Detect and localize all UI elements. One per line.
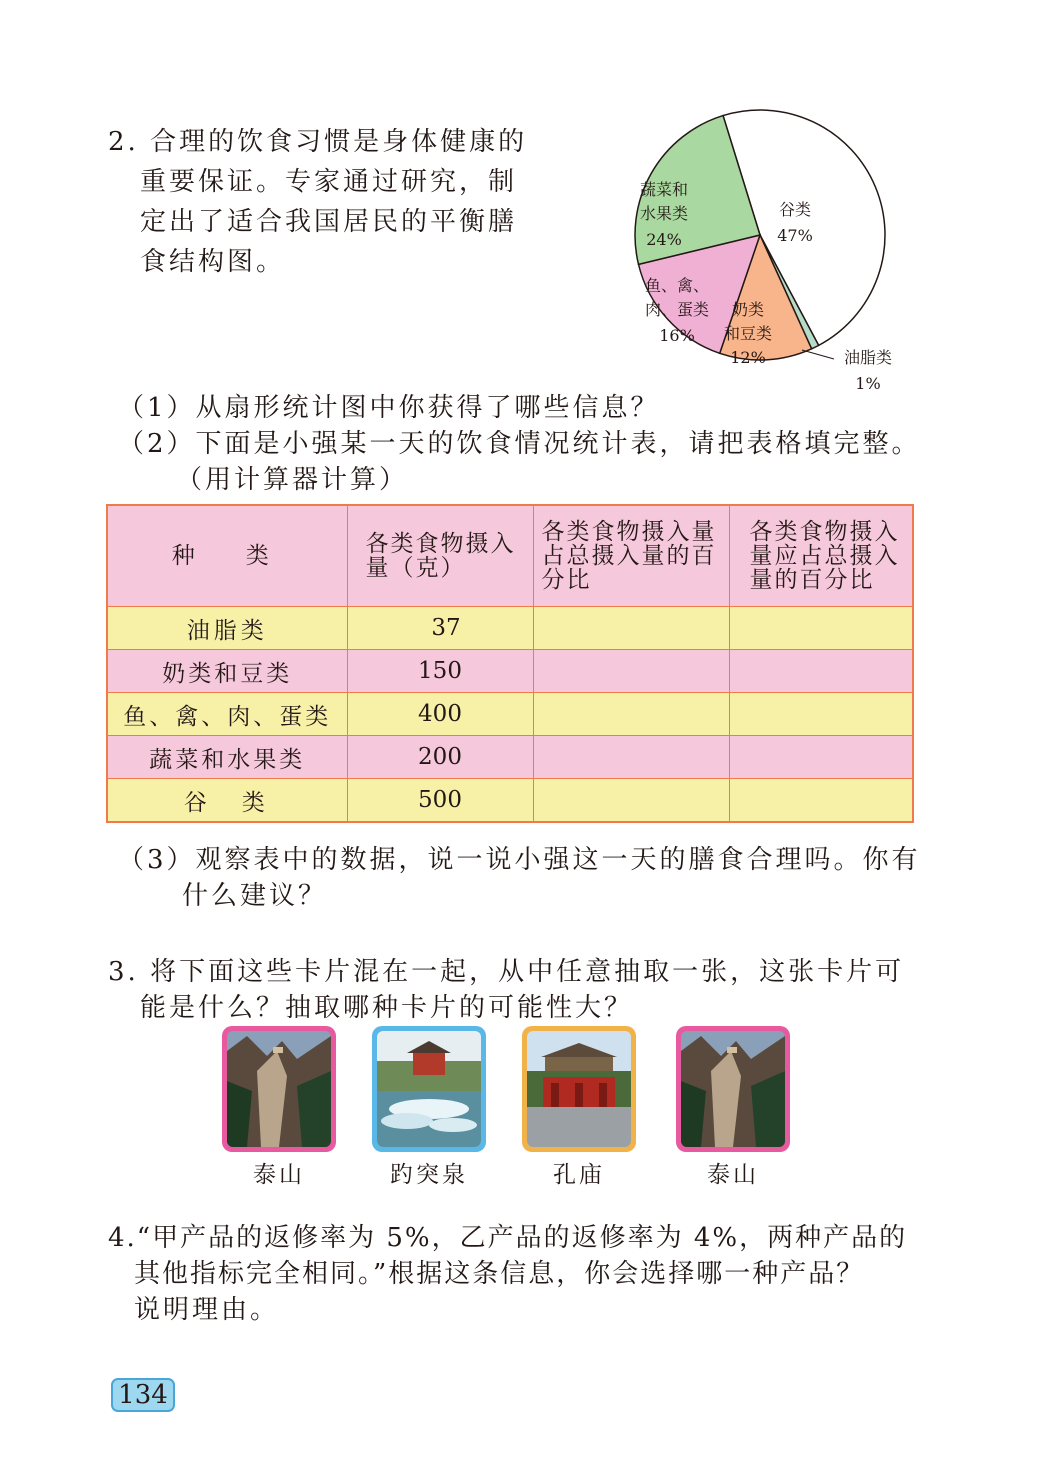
- mountain-photo-icon: [681, 1031, 785, 1147]
- q2-sub1: （1）从扇形统计图中你获得了哪些信息？: [118, 393, 660, 423]
- table-header-row: [107, 505, 913, 607]
- q2-line-2: 重要保证。专家通过研究，制: [140, 167, 518, 197]
- card-confucius-temple[interactable]: [522, 1026, 636, 1152]
- pie-label-grain-pct: 47%: [777, 226, 813, 245]
- pie-label-veg-1: 蔬菜和: [639, 180, 689, 199]
- q3-line-2: 能是什么？抽取哪种卡片的可能性大？: [140, 993, 634, 1023]
- pie-label-milk-1: 奶类: [731, 300, 765, 319]
- card-label-taishan-1: 泰山: [253, 1162, 305, 1188]
- row-actual-blank[interactable]: [533, 607, 729, 650]
- pie-label-meat-1: 鱼、禽、: [644, 276, 710, 295]
- row-name: 奶类和豆类: [107, 650, 347, 693]
- mountain-photo-icon: [227, 1031, 331, 1147]
- q3-line-1: 3. 将下面这些卡片混在一起，从中任意抽取一张，这张卡片可: [108, 957, 905, 987]
- diet-pie-chart: [600, 105, 910, 405]
- card-taishan-2[interactable]: [676, 1026, 790, 1152]
- card-taishan-1[interactable]: [222, 1026, 336, 1152]
- q4-line-3: 说明理由。: [134, 1295, 280, 1325]
- pie-label-veg-2: 水果类: [639, 204, 689, 223]
- row-recommended-blank[interactable]: [729, 736, 913, 779]
- row-recommended-blank[interactable]: [729, 693, 913, 736]
- card-label-confucius-temple: 孔庙: [553, 1162, 605, 1188]
- q2-line-1: 2. 合理的饮食习惯是身体健康的: [108, 127, 528, 157]
- pie-label-oil-pct: 1%: [855, 374, 881, 393]
- row-name: 蔬菜和水果类: [107, 736, 347, 779]
- table-row: [107, 650, 913, 693]
- row-grams: 400: [347, 693, 533, 736]
- temple-photo-icon: [527, 1031, 631, 1147]
- row-grams: 150: [347, 650, 533, 693]
- oil-leader-line: [802, 350, 834, 359]
- row-actual-blank[interactable]: [533, 693, 729, 736]
- pie-label-milk-2: 和豆类: [723, 324, 773, 343]
- q2-sub3-line-2: 什么建议？: [182, 881, 328, 911]
- pie-label-grain-name: 谷类: [778, 200, 812, 219]
- page-number: 134: [111, 1378, 175, 1412]
- q2-sub3-line-1: （3）观察表中的数据，说一说小强这一天的膳食合理吗。你有: [118, 845, 921, 875]
- row-grams: 500: [347, 779, 533, 823]
- card-label-baotu-spring: 趵突泉: [390, 1162, 468, 1188]
- spring-photo-icon: [377, 1031, 481, 1147]
- q2-line-4: 食结构图。: [140, 247, 286, 277]
- pie-label-meat-pct: 16%: [659, 326, 695, 345]
- header-recommended-percent: 各类食物摄入量应占总摄入量的百分比: [729, 505, 913, 607]
- row-recommended-blank[interactable]: [729, 607, 913, 650]
- pie-label-veg-pct: 24%: [646, 230, 682, 249]
- row-grams: 37: [347, 607, 533, 650]
- row-actual-blank[interactable]: [533, 650, 729, 693]
- card-label-taishan-2: 泰山: [707, 1162, 759, 1188]
- table-row: [107, 779, 913, 823]
- table-row: [107, 736, 913, 779]
- q2-sub2-line-1: （2）下面是小强某一天的饮食情况统计表，请把表格填完整。: [118, 429, 921, 459]
- row-name: 鱼、禽、肉、蛋类: [107, 693, 347, 736]
- row-actual-blank[interactable]: [533, 779, 729, 823]
- row-actual-blank[interactable]: [533, 736, 729, 779]
- row-name: 谷 类: [107, 779, 347, 823]
- q2-line-3: 定出了适合我国居民的平衡膳: [140, 207, 518, 237]
- row-recommended-blank[interactable]: [729, 779, 913, 823]
- q4-line-2: 其他指标完全相同。”根据这条信息，你会选择哪一种产品？: [134, 1259, 865, 1289]
- header-category: 种 类: [107, 505, 347, 607]
- row-recommended-blank[interactable]: [729, 650, 913, 693]
- q4-line-1: 4.“甲产品的返修率为 5%，乙产品的返修率为 4%，两种产品的: [108, 1223, 908, 1253]
- diet-table: [106, 504, 914, 823]
- table-row: [107, 693, 913, 736]
- header-actual-percent: 各类食物摄入量占总摄入量的百分比: [533, 505, 729, 607]
- pie-label-oil-name: 油脂类: [843, 348, 893, 367]
- pie-label-milk-pct: 12%: [730, 348, 766, 367]
- pie-label-meat-2: 肉、蛋类: [644, 300, 710, 319]
- row-name: 油脂类: [107, 607, 347, 650]
- header-grams: 各类食物摄入量（克）: [347, 505, 533, 607]
- q2-sub2-line-2: （用计算器计算）: [176, 465, 409, 495]
- card-baotu-spring[interactable]: [372, 1026, 486, 1152]
- table-row: [107, 607, 913, 650]
- row-grams: 200: [347, 736, 533, 779]
